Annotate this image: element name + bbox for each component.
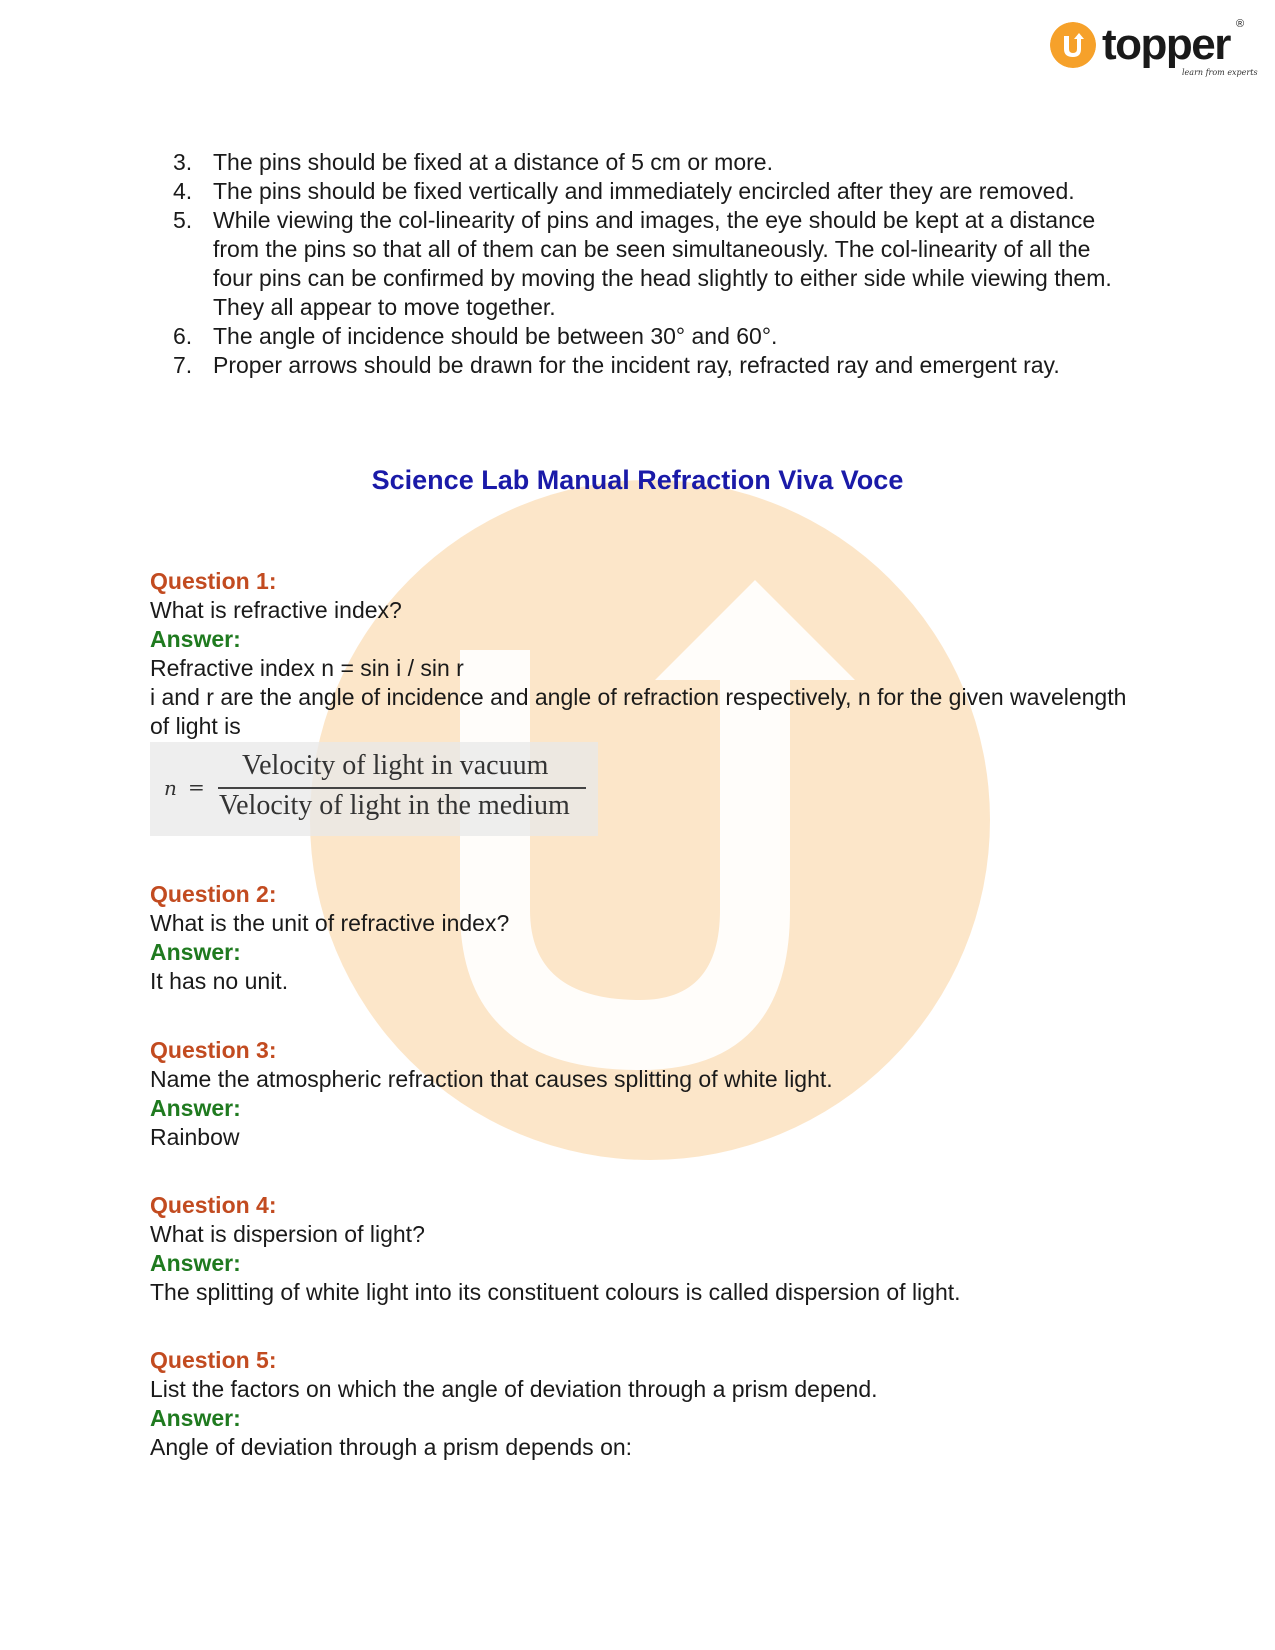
question-label: Question 5:	[150, 1347, 277, 1373]
section-title: Science Lab Manual Refraction Viva Voce	[371, 465, 904, 495]
answer-text: It has no unit.	[150, 968, 289, 994]
question-block-2	[150, 880, 1150, 996]
question-text: Name the atmospheric refraction that causes splitting of white light.	[150, 1066, 833, 1092]
list-item-text: The pins should be fixed at a distance of 5 cm or more.	[213, 149, 773, 175]
list-item-number: 3.	[173, 149, 193, 175]
answer-label: Answer:	[150, 1405, 241, 1431]
list-item	[173, 206, 1113, 322]
list-item	[173, 148, 1113, 177]
question-block-3	[150, 1036, 1150, 1152]
list-item-text: While viewing the col-linearity of pins and images, the eye should be kept at a distance from the pins so that all of them can be seen simultaneously. The col-linearity of all the four pins can be confirmed by moving the head slightly to either side while viewing them. They all appear to move together.	[213, 207, 1112, 320]
refractive-index-formula	[150, 742, 598, 836]
question-label: Question 1:	[150, 568, 277, 594]
list-item-number: 7.	[173, 352, 193, 378]
answer-text: Refractive index n = sin i / sin r	[150, 655, 464, 681]
question-text: What is refractive index?	[150, 597, 402, 623]
list-item-text: The angle of incidence should be between 30° and 60°.	[213, 323, 778, 349]
precautions-list	[173, 148, 1113, 380]
question-block-5	[150, 1346, 1150, 1462]
formula-lhs: n	[164, 776, 177, 800]
question-text: What is dispersion of light?	[150, 1221, 425, 1247]
list-item	[173, 351, 1113, 380]
topper-tagline: learn from experts	[1182, 68, 1258, 77]
answer-label: Answer:	[150, 1095, 241, 1121]
list-item-text: The pins should be fixed vertically and immediately encircled after they are removed.	[213, 178, 1075, 204]
fraction-bar	[218, 787, 586, 789]
question-text: What is the unit of refractive index?	[150, 910, 510, 936]
answer-text: The splitting of white light into its constituent colours is called dispersion of light.	[150, 1279, 961, 1305]
answer-label: Answer:	[150, 626, 241, 652]
answer-text: i and r are the angle of incidence and angle of refraction respectively, n for the given wavelength of light is	[150, 684, 1127, 739]
topper-logo	[1050, 18, 1258, 80]
formula-denominator: Velocity of light in the medium	[219, 790, 570, 821]
answer-text: Rainbow	[150, 1124, 240, 1150]
answer-label: Answer:	[150, 1250, 241, 1276]
list-item-text: Proper arrows should be drawn for the incident ray, refracted ray and emergent ray.	[213, 352, 1060, 378]
list-item-number: 4.	[173, 178, 193, 204]
question-label: Question 3:	[150, 1037, 277, 1063]
question-block-1	[150, 567, 1150, 741]
list-item-number: 6.	[173, 323, 193, 349]
registered-mark: ®	[1236, 18, 1245, 30]
question-label: Question 4:	[150, 1192, 277, 1218]
topper-logo-icon	[1050, 22, 1096, 68]
answer-text: Angle of deviation through a prism depends on:	[150, 1434, 633, 1460]
topper-wordmark: topper	[1102, 20, 1230, 69]
list-item	[173, 322, 1113, 351]
formula-equals: =	[188, 775, 205, 799]
list-item-number: 5.	[173, 207, 193, 233]
question-block-4	[150, 1191, 1150, 1307]
question-text: List the factors on which the angle of deviation through a prism depend.	[150, 1376, 878, 1402]
answer-label: Answer:	[150, 939, 241, 965]
question-label: Question 2:	[150, 881, 277, 907]
formula-numerator: Velocity of light in vacuum	[242, 750, 549, 781]
list-item	[173, 177, 1113, 206]
